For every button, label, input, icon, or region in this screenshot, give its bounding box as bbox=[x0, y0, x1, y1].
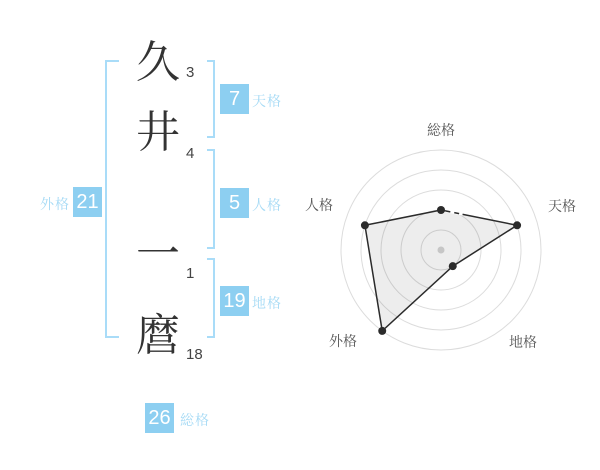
radar-axis-label-5: 人格 bbox=[305, 197, 333, 213]
gaikaku-bracket bbox=[105, 60, 119, 338]
radar-data-point bbox=[378, 327, 386, 335]
tenkaku-label: 天格 bbox=[252, 93, 282, 109]
radar-center-dot bbox=[438, 247, 445, 254]
name-char-3: 一 bbox=[136, 229, 180, 280]
jinkaku-value-badge: 5 bbox=[220, 188, 249, 218]
tenkaku-value-badge: 7 bbox=[220, 84, 249, 114]
stroke-count-2: 4 bbox=[186, 145, 195, 162]
radar-axis-label-3: 地格 bbox=[509, 334, 537, 350]
name-char-2: 井 bbox=[136, 107, 180, 158]
radar-axis-label-2: 天格 bbox=[548, 198, 576, 214]
tenkaku-bracket bbox=[207, 60, 215, 138]
stroke-count-3: 1 bbox=[186, 265, 195, 282]
soukaku-label: 総格 bbox=[180, 412, 210, 428]
radar-data-point bbox=[513, 221, 521, 229]
gaikaku-value-badge: 21 bbox=[73, 187, 102, 217]
name-char-1: 久 bbox=[136, 37, 180, 88]
stroke-count-1: 3 bbox=[186, 64, 195, 81]
radar-data-point bbox=[437, 206, 445, 214]
soukaku-value-badge: 26 bbox=[145, 403, 174, 433]
chikaku-label: 地格 bbox=[252, 295, 282, 311]
name-char-4: 麿 bbox=[136, 310, 180, 361]
radar-data-point bbox=[361, 221, 369, 229]
chikaku-value-badge: 19 bbox=[220, 286, 249, 316]
radar-chart bbox=[301, 120, 581, 380]
chikaku-bracket bbox=[207, 258, 215, 338]
gaikaku-label: 外格 bbox=[40, 196, 70, 212]
jinkaku-bracket bbox=[207, 149, 215, 249]
radar-data-point bbox=[449, 262, 457, 270]
radar-axis-label-4: 外格 bbox=[329, 333, 357, 349]
stroke-count-4: 18 bbox=[186, 346, 203, 363]
radar-data-polygon bbox=[365, 210, 517, 331]
radar-axis-label-1: 総格 bbox=[427, 122, 455, 138]
jinkaku-label: 人格 bbox=[252, 197, 282, 213]
